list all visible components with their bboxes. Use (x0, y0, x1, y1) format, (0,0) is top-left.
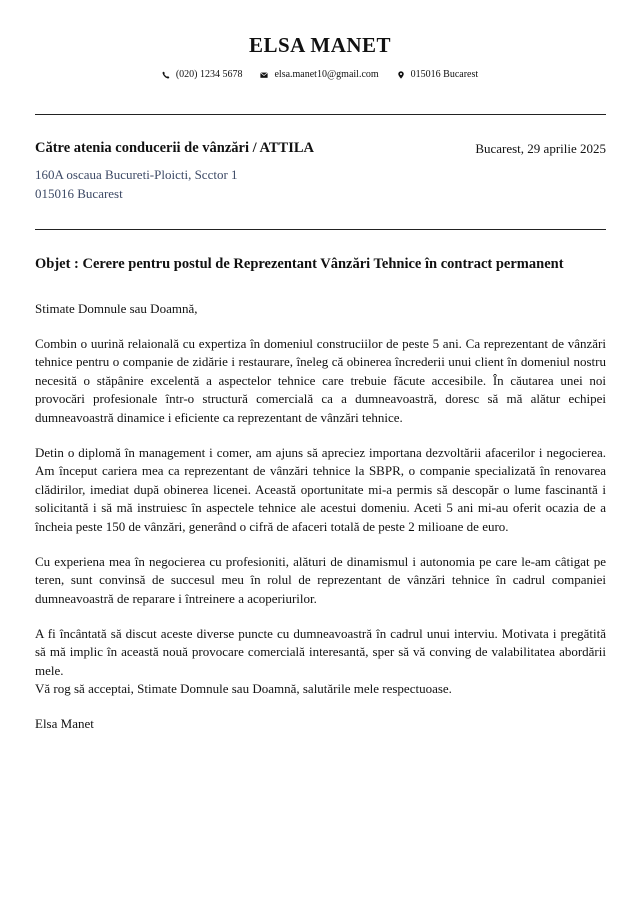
header-divider (35, 114, 606, 115)
phone-icon (162, 71, 170, 79)
letter-date: Bucarest, 29 aprilie 2025 (475, 141, 606, 156)
contact-bar (0, 69, 640, 80)
recipient-line: Către atenia conducerii de vânzări / ATTILA (35, 140, 314, 156)
map-pin-icon (397, 71, 405, 79)
paragraph-4: A fi încântată să discut aceste diverse puncte cu dumneavoastră în cadrul unui interviu. Motivata i pregătită să mă implic în această nouă provocare comercială interesantă, sper să vă conving de valabilitatea abordării mele. (35, 626, 606, 678)
recipient-address-line-2: 015016 Bucarest (35, 186, 123, 201)
paragraph-2: Detin o diplomă în management i comer, am ajuns să apreciez importana dezvoltării afacerilor i negocierea. Am început cariera mea ca reprezentant de vânzări tehnice la SBPR, o companie specializată în renovarea clădirilor, imediat după obinerea licenei. Această oportunitate mi-a permis să descopăr o lume fascinantă i solicitantă i să mă instruiesc în aspectele tehnice ale acestui domeniu. Aceti 5 ani mi-au oferit ocazia de a încheia peste 150 de vânzări, generând o cifră de afaceri totală de peste 2 milioane de euro. (35, 445, 606, 534)
recipient-address-line-1: 160A oscaua Bucureti-Ploicti, Scctor 1 (35, 167, 238, 182)
phone-number: (020) 1234 5678 (175, 69, 243, 80)
address-divider (35, 229, 606, 230)
paragraph-3: Cu experiena mea în negocierea cu profesioniti, alături de dinamismul i autonomia pe care le-am câtigat pe teren, sunt convinsă de succesul meu în rolul de reprezentant de vânzări tehnice în cadrul companiei dumneavoastră de reparare i întreinere a acoperiurilor. (35, 554, 606, 606)
envelope-icon (260, 71, 268, 79)
closing-line: Vă rog să acceptai, Stimate Domnule sau Doamnă, salutările mele respectuoase. (35, 681, 452, 696)
contact-email (260, 69, 378, 80)
salutation: Stimate Domnule sau Doamnă, (35, 301, 198, 316)
letter-subject: Objet : Cerere pentru postul de Reprezentant Vânzări Tehnice în contract permanent (35, 256, 564, 272)
signature-name: Elsa Manet (35, 716, 94, 731)
email-link[interactable]: elsa.manet10@gmail.com (274, 69, 379, 80)
applicant-name: ELSA MANET (248, 33, 392, 57)
contact-location (397, 69, 479, 80)
contact-phone (162, 69, 243, 80)
location-text: 015016 Bucarest (410, 69, 479, 80)
paragraph-1: Combin o uurină relaională cu expertiza în domeniul construciilor de peste 5 ani. Ca reprezentant de vânzări tehnice pentru o companie de zidărie i restaurare, îneleg că obinerea încrederii unui client în domeniul nostru necesită o stăpânire excelentă a aspectelor tehnice care trebuie făcute accesibile. În căutarea unei noi provocări profesionale într-o structură comercială ca a dumneavoastră, doresc să mă alătur echipei dumneavoastră dinamice i eficiente ca reprezentant de vânzări tehnice. (35, 336, 606, 425)
